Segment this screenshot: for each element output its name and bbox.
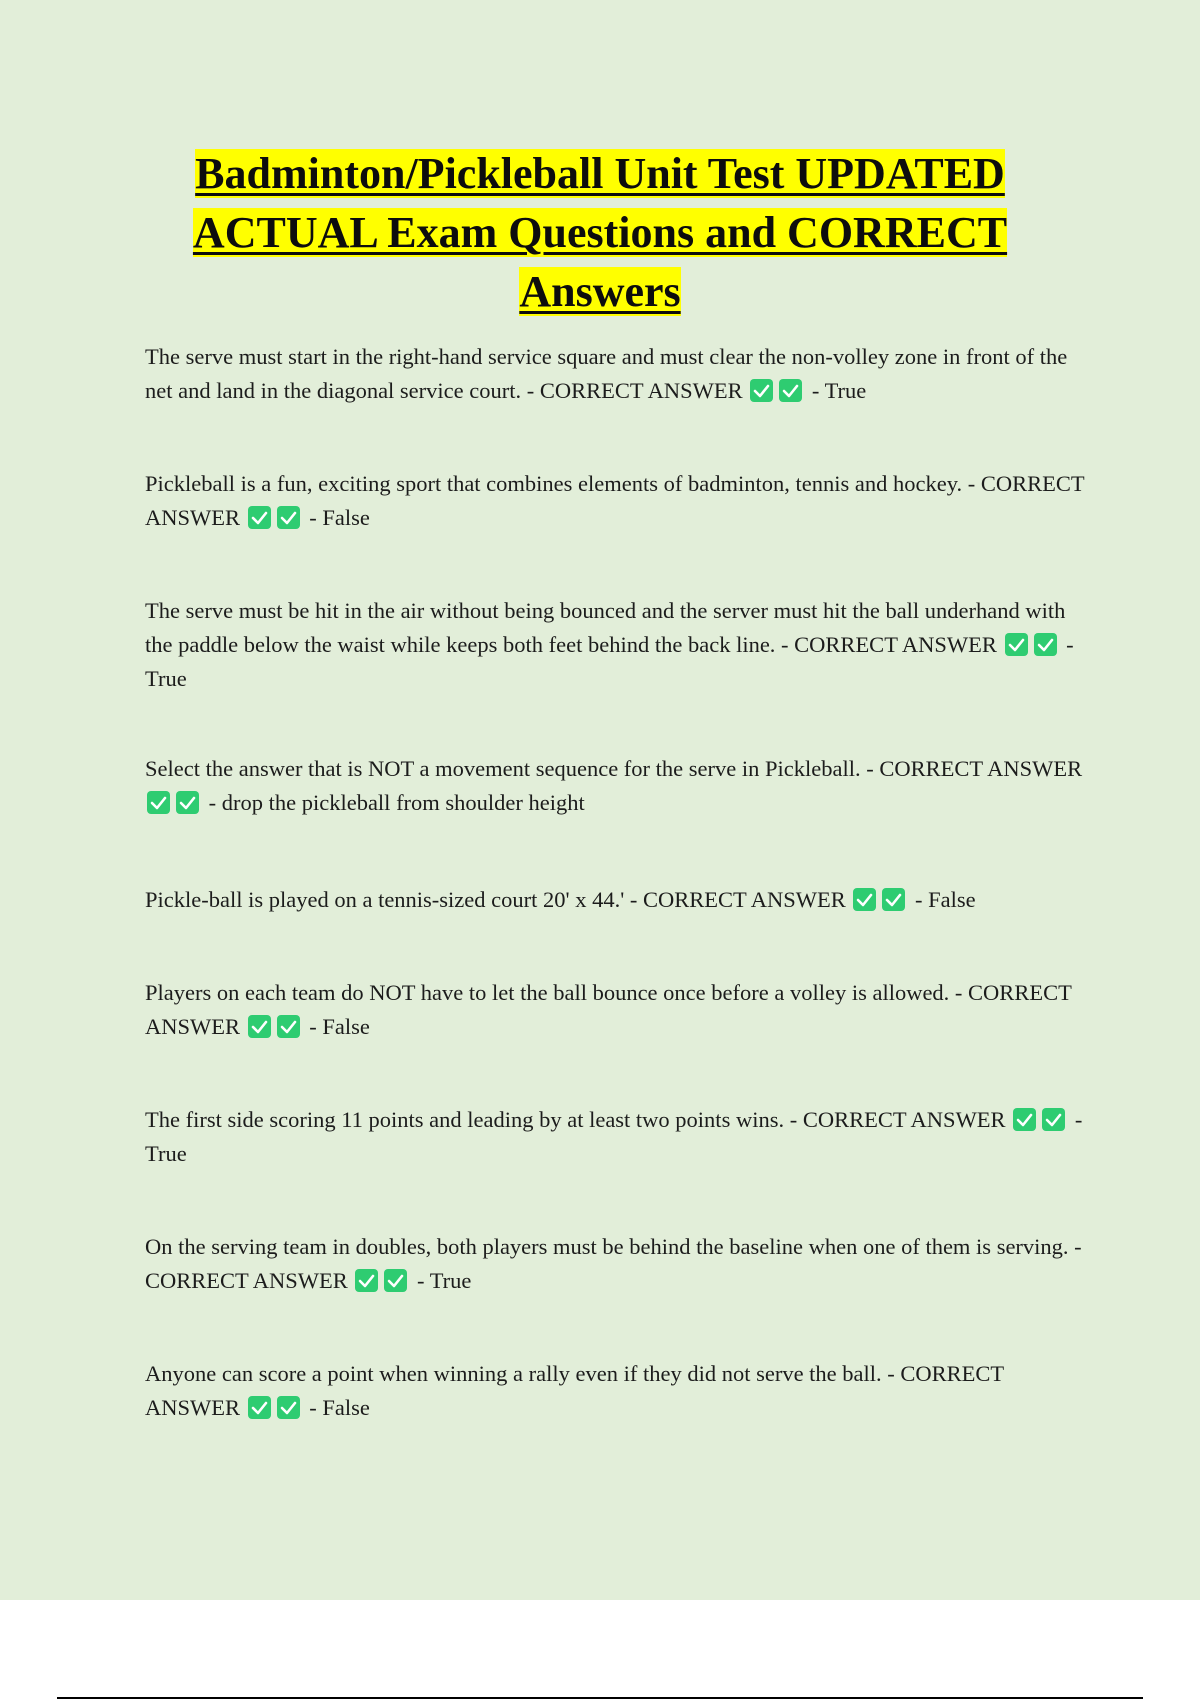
green-checkmark-box-icon bbox=[750, 379, 773, 402]
question-text: Select the answer that is NOT a movement sequence for the serve in Pickleball. - CORRECT ANSWER bbox=[145, 756, 1083, 781]
green-checkmark-box-icon bbox=[355, 1269, 378, 1292]
title-line-2: ACTUAL Exam Questions and CORRECT bbox=[192, 208, 1008, 257]
qa-item-7 bbox=[145, 1103, 1095, 1171]
answer-text: - False bbox=[914, 887, 976, 912]
green-checkmark-box-icon bbox=[779, 379, 802, 402]
answer-text: - True bbox=[417, 1268, 472, 1293]
title-line-3: Answers bbox=[519, 267, 681, 316]
qa-item-6 bbox=[145, 976, 1095, 1044]
title-line-1: Badminton/Pickleball Unit Test UPDATED bbox=[195, 149, 1005, 198]
qa-item-9 bbox=[145, 1357, 1095, 1425]
green-checkmark-box-icon bbox=[277, 1396, 300, 1419]
answer-text: - drop the pickleball from shoulder height bbox=[208, 790, 585, 815]
green-checkmark-box-icon bbox=[384, 1269, 407, 1292]
qa-item-1 bbox=[145, 340, 1095, 408]
answer-text: - False bbox=[309, 1395, 370, 1420]
green-checkmark-box-icon bbox=[1042, 1108, 1065, 1131]
green-checkmark-box-icon bbox=[1005, 633, 1028, 656]
green-checkmark-box-icon bbox=[176, 791, 199, 814]
answer-text: - False bbox=[309, 505, 370, 530]
footer-divider bbox=[57, 1697, 1143, 1699]
question-text: The serve must start in the right-hand service square and must clear the non-volley zone in front of the net and land in the diagonal service court. - CORRECT ANSWER bbox=[145, 344, 1068, 403]
green-checkmark-box-icon bbox=[248, 1015, 271, 1038]
answer-text: - True bbox=[811, 378, 867, 403]
qa-item-2 bbox=[145, 467, 1095, 535]
answer-text: - True bbox=[145, 632, 1074, 691]
question-text: Pickle-ball is played on a tennis-sized court 20' x 44.' - CORRECT ANSWER bbox=[145, 887, 846, 912]
question-text: Players on each team do NOT have to let the ball bounce once before a volley is allowed. - CORRECT ANSWER bbox=[145, 980, 1072, 1039]
qa-item-3 bbox=[145, 594, 1095, 696]
green-checkmark-box-icon bbox=[882, 888, 905, 911]
document-title bbox=[100, 144, 1100, 321]
answer-text: - True bbox=[145, 1107, 1083, 1166]
qa-item-4 bbox=[145, 752, 1095, 820]
question-text: The serve must be hit in the air without being bounced and the server must hit the ball underhand with the paddle below the waist while keeps both feet behind the back line. - CORRECT ANSWER bbox=[145, 598, 1066, 657]
question-text: Pickleball is a fun, exciting sport that combines elements of badminton, tennis and hockey. - CORRECT ANSWER bbox=[145, 471, 1085, 530]
green-checkmark-box-icon bbox=[277, 506, 300, 529]
green-checkmark-box-icon bbox=[248, 1396, 271, 1419]
green-checkmark-box-icon bbox=[853, 888, 876, 911]
question-text: The first side scoring 11 points and leading by at least two points wins. - CORRECT ANSWER bbox=[145, 1107, 1006, 1132]
green-checkmark-box-icon bbox=[1034, 633, 1057, 656]
answer-text: - False bbox=[309, 1014, 370, 1039]
green-checkmark-box-icon bbox=[147, 791, 170, 814]
green-checkmark-box-icon bbox=[277, 1015, 300, 1038]
qa-item-8 bbox=[145, 1230, 1095, 1298]
green-checkmark-box-icon bbox=[1013, 1108, 1036, 1131]
question-text: Anyone can score a point when winning a rally even if they did not serve the ball. - CORRECT ANSWER bbox=[145, 1361, 1004, 1420]
question-text: On the serving team in doubles, both players must be behind the baseline when one of them is serving. - CORRECT ANSWER bbox=[145, 1234, 1082, 1293]
qa-item-5 bbox=[145, 883, 1095, 917]
green-checkmark-box-icon bbox=[248, 506, 271, 529]
